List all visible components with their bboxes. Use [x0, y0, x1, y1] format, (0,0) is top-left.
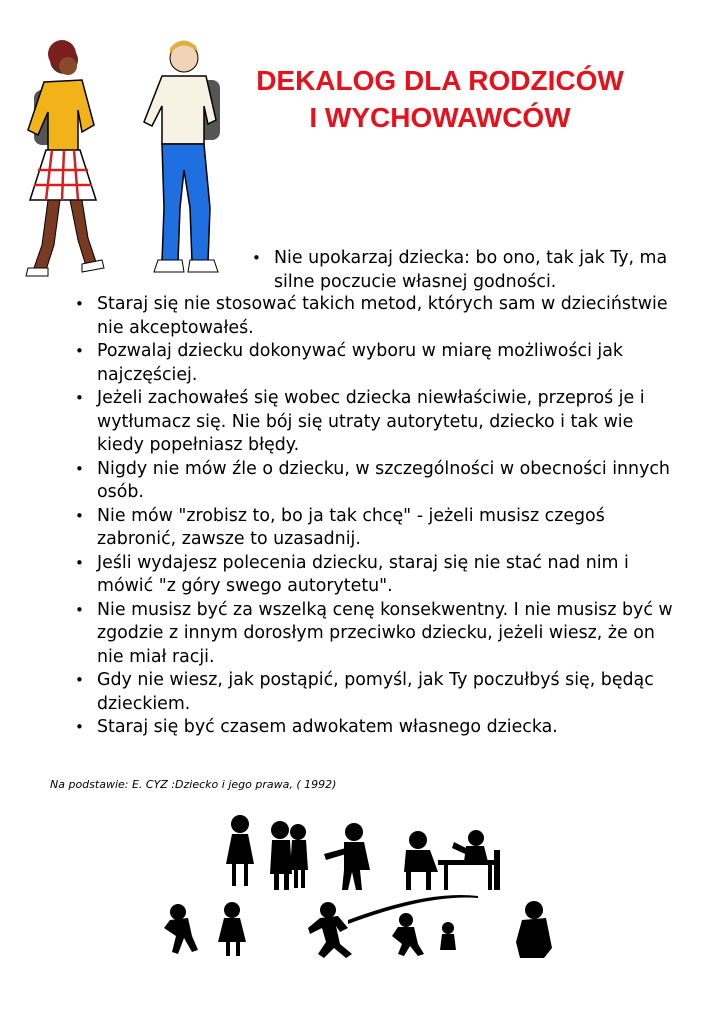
- children-silhouettes-illustration: [148, 810, 578, 970]
- list-item: • Nie musisz być za wszelką cenę konsekwentny. I nie musisz być w zgodzie z innym dorosłym przeciwko dziecku, jeżeli wiesz, że on nie miał racji.: [75, 599, 685, 670]
- page-title: [228, 62, 652, 136]
- list-item: • Staraj się być czasem adwokatem własnego dziecka.: [75, 716, 685, 740]
- list-item: • Jeżeli zachowałeś się wobec dziecka niewłaściwie, przeproś je i wytłumacz się. Nie bój się utraty autorytetu, dziecko i tak wie kiedy popełniasz błędy.: [75, 387, 685, 458]
- source-note: Na podstawie: E. CYZ :Dziecko i jego prawa, ( 1992): [50, 778, 337, 791]
- list-item: • Jeśli wydajesz polecenia dziecku, staraj się nie stać nad nim i mówić "z góry swego autorytetu".: [75, 552, 685, 599]
- first-item-list: [252, 247, 672, 294]
- list-item: • Pozwalaj dziecku dokonywać wyboru w miarę możliwości jak najczęściej.: [75, 340, 685, 387]
- list-item: • Nie mów "zrobisz to, bo ja tak chcę" - jeżeli musisz czegoś zabronić, zawsze to uzasadnij.: [75, 505, 685, 552]
- children-illustration: [12, 40, 242, 280]
- list-item: • Gdy nie wiesz, jak postąpić, pomyśl, jak Ty poczułbyś się, będąc dzieckiem.: [75, 669, 685, 716]
- list-item: • Nigdy nie mów źle o dziecku, w szczególności w obecności innych osób.: [75, 458, 685, 505]
- rules-list: [75, 293, 685, 740]
- title-line-1: DEKALOG DLA RODZICÓW: [256, 65, 624, 96]
- list-item: • Staraj się nie stosować takich metod, których sam w dzieciństwie nie akceptowałeś.: [75, 293, 685, 340]
- list-item: • Nie upokarzaj dziecka: bo ono, tak jak Ty, ma silne poczucie własnej godności.: [252, 247, 672, 294]
- title-line-2: I WYCHOWAWCÓW: [309, 102, 571, 133]
